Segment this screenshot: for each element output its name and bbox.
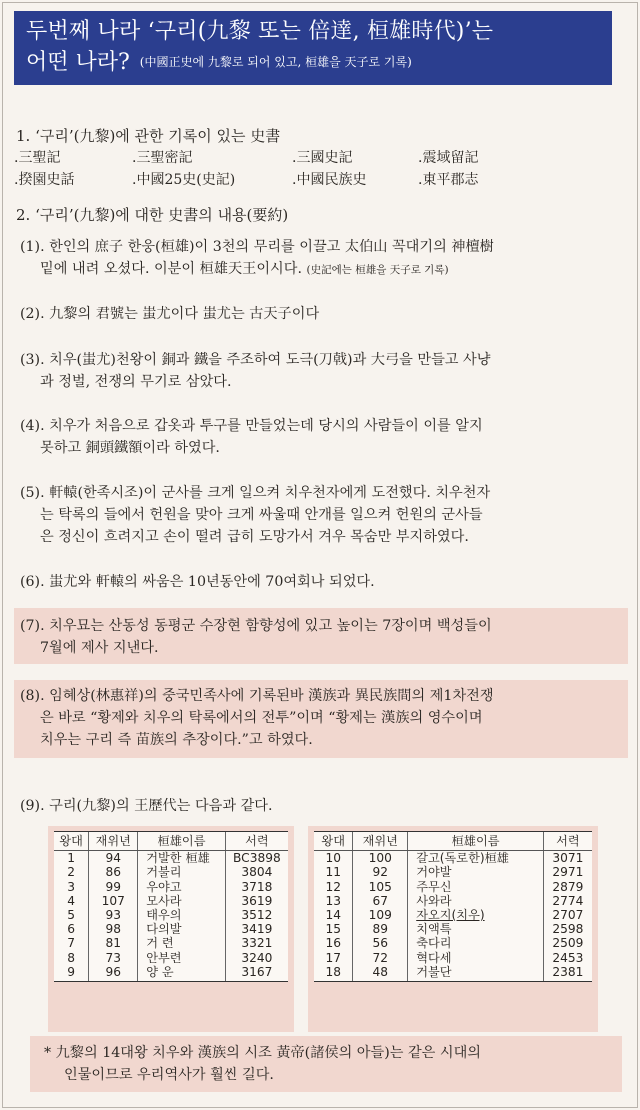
- reign-number-cell: 8: [67, 950, 76, 965]
- book-item: .中國民族史: [292, 172, 367, 188]
- reign-years-cell: 109: [353, 908, 408, 922]
- item-line: (5). 軒轅(한족시조)이 군사를 크게 일으켜 치우천자에게 도전했다. 치우천자: [20, 485, 491, 501]
- book-item: .中國25史(史記): [132, 172, 236, 188]
- footnote: [44, 1042, 624, 1086]
- item-line: 은 바로 “황제와 치우의 탁록에서의 전투”이며 “황제는 漢族의 영수이며: [40, 710, 483, 726]
- reign-number-cell: 13: [325, 893, 341, 908]
- ruler-name-cell: 자오지(치우): [408, 908, 544, 922]
- item-line: (7). 치우묘는 산동성 동평군 수장현 함향성에 있고 높이는 7장이며 백성들이: [20, 618, 492, 634]
- col-header: 서력: [543, 832, 592, 851]
- year-start-cell: 2971: [543, 865, 592, 879]
- ruler-name-cell: 거발한 桓雄: [138, 851, 225, 866]
- item-line: (9). 구리(九黎)의 王歷代는 다음과 같다.: [20, 798, 273, 814]
- reign-number-cell: 4: [67, 893, 76, 908]
- ruler-name-cell: 사와라: [408, 894, 544, 908]
- reign-years-cell: 67: [353, 894, 408, 908]
- table-row: [314, 865, 592, 879]
- item-line: 치우는 구리 즉 苗族의 추장이다.”고 하였다.: [40, 732, 313, 748]
- book-item: .東平郡志: [418, 172, 479, 188]
- year-start-cell: 3167: [225, 965, 288, 982]
- ruler-name-cell: 거불리: [138, 865, 225, 879]
- reign-number-cell: 15: [325, 922, 341, 937]
- content-item-3: [20, 349, 626, 393]
- ruler-name-cell: 갈고(독로한)桓雄: [408, 851, 544, 866]
- table-row: [54, 951, 288, 965]
- reign-number-cell: 3: [67, 879, 76, 894]
- table-row: [314, 851, 592, 866]
- reign-number-cell: 1: [67, 851, 76, 866]
- year-start-cell: BC3898: [225, 851, 288, 866]
- kings-table-left: [54, 831, 288, 982]
- year-start-cell: 2381: [543, 965, 592, 982]
- reign-number-cell: 14: [325, 908, 341, 923]
- col-header: 桓雄이름: [408, 832, 544, 851]
- book-item: .三聖記: [14, 150, 61, 166]
- year-start-cell: 3071: [543, 851, 592, 866]
- item-line: 과 정벌, 전쟁의 무기로 삼았다.: [40, 374, 232, 390]
- reign-years-cell: 92: [353, 865, 408, 879]
- reign-years-cell: 73: [89, 951, 138, 965]
- banner-subtitle: (中國正史에 九黎로 되어 있고, 桓雄을 天子로 기록): [139, 55, 412, 69]
- ruler-name-cell: 양 운: [138, 965, 225, 982]
- reign-number-cell: 9: [54, 965, 89, 982]
- item-line: (8). 임혜상(林惠祥)의 중국민족사에 기록된바 漢族과 異民族間의 제1차전쟁: [20, 688, 494, 704]
- section2-heading: 2. ‘구리’(九黎)에 대한 史書의 내용(要約): [16, 206, 289, 224]
- col-header: 왕대: [54, 832, 89, 851]
- reign-number-cell: 16: [325, 936, 341, 951]
- year-start-cell: 3804: [225, 865, 288, 879]
- ruler-name-cell: 우야고: [138, 880, 225, 894]
- item-note: (史記에는 桓雄을 天子로 기록): [306, 264, 449, 276]
- footnote-line: * 九黎의 14대왕 치우와 漢族의 시조 黃帝(諸侯의 아들)는 같은 시대의: [44, 1045, 481, 1061]
- reign-number-cell: 6: [67, 922, 76, 937]
- ruler-name-cell: 거불단: [408, 965, 544, 982]
- reign-years-cell: 81: [89, 936, 138, 950]
- content-item-7: [20, 615, 626, 659]
- year-start-cell: 3240: [225, 951, 288, 965]
- book-item: .震域留記: [418, 150, 479, 166]
- content-item-5: [20, 482, 626, 548]
- col-header: 재위년: [353, 832, 408, 851]
- table-row: [314, 880, 592, 894]
- ruler-name-cell: 치액특: [408, 922, 544, 936]
- year-start-cell: 2707: [543, 908, 592, 922]
- reign-number-cell: 10: [325, 851, 341, 866]
- reign-number-cell: 18: [314, 965, 353, 982]
- kings-table-right: [314, 831, 592, 982]
- reign-years-cell: 94: [89, 851, 138, 866]
- reign-number-cell: 11: [325, 865, 341, 880]
- banner-title-line2: [26, 47, 600, 78]
- item-line: (1). 한인의 庶子 한웅(桓雄)이 3천의 무리를 이끌고 太伯山 꼭대기의 神檀樹: [20, 239, 494, 255]
- reign-years-cell: 99: [89, 880, 138, 894]
- reign-years-cell: 56: [353, 936, 408, 950]
- table-row: [54, 936, 288, 950]
- col-header: 서력: [225, 832, 288, 851]
- reign-years-cell: 105: [353, 880, 408, 894]
- table-row: [54, 894, 288, 908]
- year-start-cell: 2774: [543, 894, 592, 908]
- ruler-name-cell: 거 련: [138, 936, 225, 950]
- ruler-name-cell: 주무신: [408, 880, 544, 894]
- reign-number-cell: 5: [67, 908, 76, 923]
- reign-years-cell: 93: [89, 908, 138, 922]
- table-row: [54, 908, 288, 922]
- item-line: (3). 치우(蚩尤)천왕이 銅과 鐵을 주조하여 도극(刀戟)과 大弓을 만들고 사냥: [20, 352, 491, 368]
- section1-heading: 1. ‘구리’(九黎)에 관한 기록이 있는 史書: [16, 127, 281, 145]
- book-item: .揆園史話: [14, 172, 75, 188]
- year-start-cell: 3512: [225, 908, 288, 922]
- reign-years-cell: 100: [353, 851, 408, 866]
- table-row: [314, 936, 592, 950]
- table-row: [54, 880, 288, 894]
- year-start-cell: 2453: [543, 951, 592, 965]
- table-row: [54, 865, 288, 879]
- title-banner: [14, 11, 612, 85]
- table-row: [314, 894, 592, 908]
- reign-years-cell: 89: [353, 922, 408, 936]
- table-row: [314, 908, 592, 922]
- reign-number-cell: 12: [325, 879, 341, 894]
- item-line: (2). 九黎의 君號는 蚩尤이다 蚩尤는 古天子이다: [20, 306, 320, 322]
- reign-years-cell: 48: [353, 965, 408, 982]
- banner-title-line1: 두번째 나라 ‘구리(九黎 또는 倍達, 桓雄時代)’는: [26, 19, 494, 44]
- col-header: 왕대: [314, 832, 353, 851]
- item-line: 7월에 제사 지낸다.: [40, 640, 159, 656]
- item-line: (4). 치우가 처음으로 갑옷과 투구를 만들었는데 당시의 사람들이 이를 알지: [20, 418, 483, 434]
- reign-years-cell: 98: [89, 922, 138, 936]
- item-line: 못하고 銅頭鐵額이라 하였다.: [40, 440, 220, 456]
- content-item-1: [20, 236, 626, 281]
- col-header: 桓雄이름: [138, 832, 225, 851]
- content-item-6: [20, 571, 626, 593]
- year-start-cell: 3419: [225, 922, 288, 936]
- ruler-name-cell: 태우의: [138, 908, 225, 922]
- item-line: 밑에 내려 오셨다. 이분이 桓雄天王이시다. (史記에는 桓雄을 天子로 기록): [40, 261, 449, 277]
- ruler-name-cell: 혁다세: [408, 951, 544, 965]
- item-line: 은 정신이 흐려지고 손이 떨려 급히 도망가서 겨우 목숨만 부지하였다.: [40, 529, 469, 545]
- ruler-name-cell: 거야발: [408, 865, 544, 879]
- book-list: [14, 147, 614, 191]
- year-start-cell: 2509: [543, 936, 592, 950]
- table-row: [314, 951, 592, 965]
- item-line: (6). 蚩尤와 軒轅의 싸움은 10년동안에 70여회나 되었다.: [20, 574, 375, 590]
- reign-number-cell: 17: [325, 950, 341, 965]
- ruler-name-cell: 축다리: [408, 936, 544, 950]
- table-row: [314, 922, 592, 936]
- footnote-line: 인물이므로 우리역사가 훨씬 길다.: [64, 1067, 274, 1083]
- content-item-8: [20, 685, 626, 751]
- banner-title-question: 어떤 나라?: [26, 50, 130, 75]
- reign-years-cell: 86: [89, 865, 138, 879]
- item-line: 는 탁록의 들에서 헌원을 맞아 크게 싸울때 안개를 일으켜 헌원의 군사들: [40, 507, 483, 523]
- content-item-2: [20, 303, 626, 325]
- book-item: .三聖密記: [132, 150, 193, 166]
- table-row: [54, 922, 288, 936]
- reign-years-cell: 72: [353, 951, 408, 965]
- ruler-name-cell: 모사라: [138, 894, 225, 908]
- col-header: 재위년: [89, 832, 138, 851]
- year-start-cell: 2879: [543, 880, 592, 894]
- book-item: .三國史記: [292, 150, 353, 166]
- ruler-name-cell: 다의발: [138, 922, 225, 936]
- year-start-cell: 3718: [225, 880, 288, 894]
- ruler-name-cell: 안부련: [138, 951, 225, 965]
- year-start-cell: 2598: [543, 922, 592, 936]
- table-row: [314, 965, 592, 982]
- table-row: [54, 965, 288, 982]
- content-item-9: [20, 795, 626, 817]
- table-row: [54, 851, 288, 866]
- reign-years-cell: 96: [89, 965, 138, 982]
- reign-number-cell: 2: [67, 865, 76, 880]
- reign-number-cell: 7: [67, 936, 76, 951]
- reign-years-cell: 107: [89, 894, 138, 908]
- year-start-cell: 3321: [225, 936, 288, 950]
- year-start-cell: 3619: [225, 894, 288, 908]
- content-item-4: [20, 415, 626, 459]
